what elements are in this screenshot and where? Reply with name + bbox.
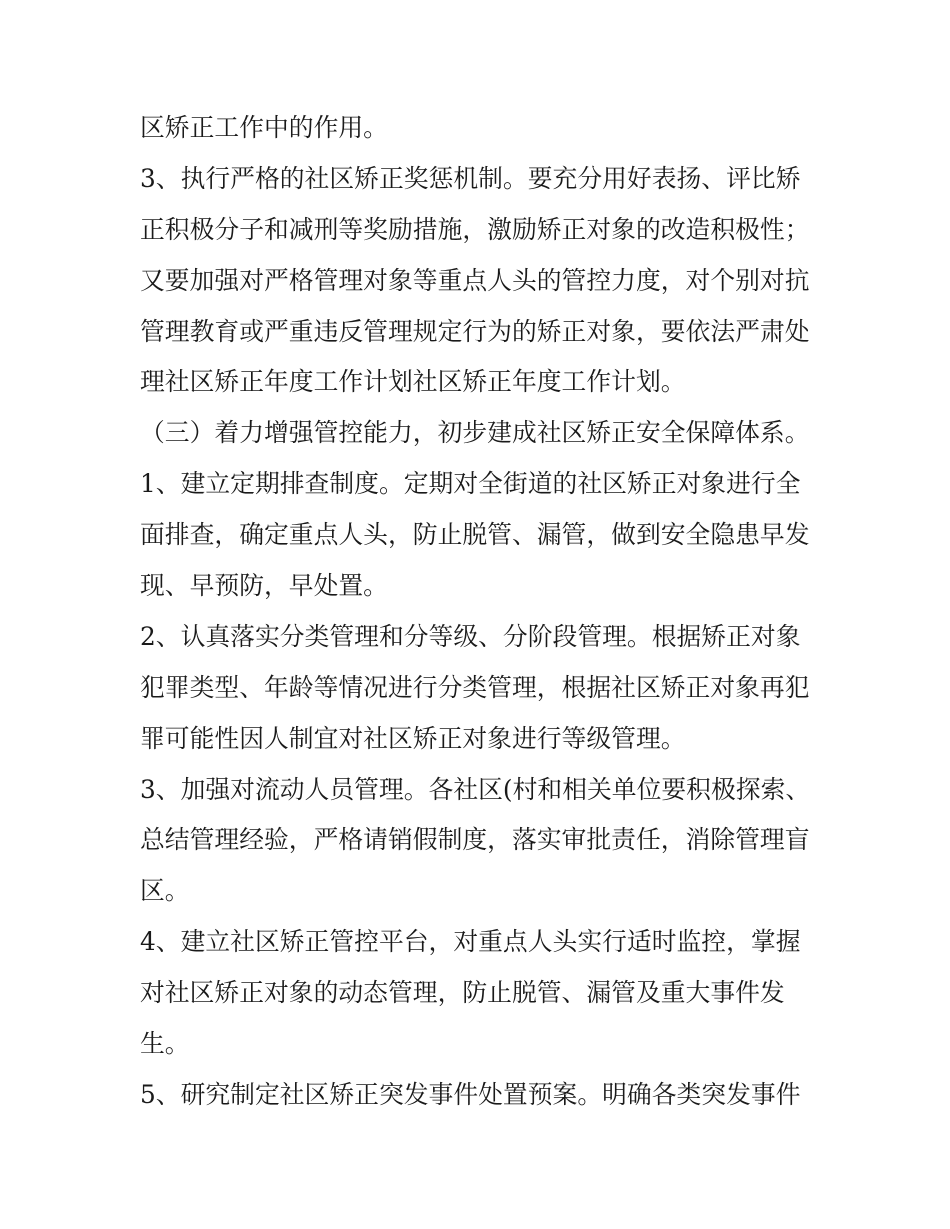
text-line: 区矫正工作中的作用。 xyxy=(140,113,388,142)
text-line: 又要加强对严格管理对象等重点人头的管控力度，对个别对抗 xyxy=(140,265,810,295)
text-line: 生。 xyxy=(140,1029,190,1059)
text-line: 理社区矫正年度工作计划社区矫正年度工作计划。 xyxy=(140,367,686,397)
text-line: 现、早预防，早处置。 xyxy=(140,571,388,601)
text-line: 对社区矫正对象的动态管理，防止脱管、漏管及重大事件发 xyxy=(140,978,785,1008)
text-line: 总结管理经验，严格请销假制度，落实审批责任，消除管理盲 xyxy=(140,825,810,855)
text-line: 正积极分子和减刑等奖励措施，激励矫正对象的改造积极性； xyxy=(140,214,810,244)
text-line: 区。 xyxy=(140,876,190,906)
section-heading: （三）着力增强管控能力，初步建成社区矫正安全保障体系。 xyxy=(140,418,810,448)
text-line: 管理教育或严重违反管理规定行为的矫正对象，要依法严肃处 xyxy=(140,316,810,346)
text-line: 罪可能性因人制宜对社区矫正对象进行等级管理。 xyxy=(140,723,686,753)
text-line: 2、认真落实分类管理和分等级、分阶段管理。根据矫正对象 xyxy=(140,621,801,651)
text-line: 4、建立社区矫正管控平台，对重点人头实行适时监控，掌握 xyxy=(140,927,801,957)
text-line: 5、研究制定社区矫正突发事件处置预案。明确各类突发事件 xyxy=(140,1079,801,1109)
document-body xyxy=(140,103,830,1121)
text-line: 3、执行严格的社区矫正奖惩机制。要充分用好表扬、评比矫 xyxy=(140,163,801,193)
text-line: 1、建立定期排查制度。定期对全街道的社区矫正对象进行全 xyxy=(140,469,801,499)
text-line: 3、加强对流动人员管理。各社区(村和相关单位要积极探索、 xyxy=(140,774,811,804)
text-line: 犯罪类型、年龄等情况进行分类管理，根据社区矫正对象再犯 xyxy=(140,672,810,702)
text-line: 面排查，确定重点人头，防止脱管、漏管，做到安全隐患早发 xyxy=(140,520,810,550)
